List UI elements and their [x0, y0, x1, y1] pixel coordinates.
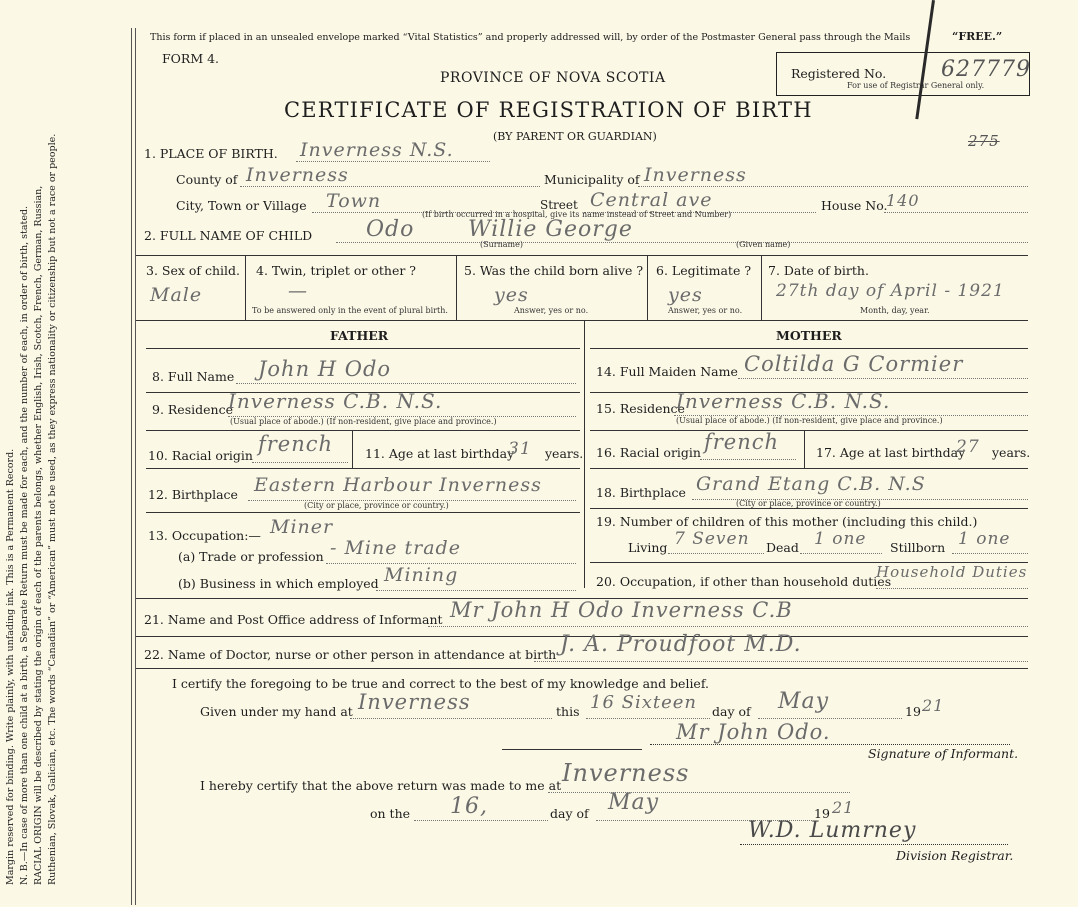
division-registrar-caption: Division Registrar.: [896, 848, 1014, 863]
father-age-value: 31: [508, 439, 532, 459]
day-of-label: day of: [712, 704, 751, 719]
day-of-label-2: day of: [550, 806, 589, 821]
father-occupation-label: 13. Occupation:—: [148, 528, 261, 543]
doctor-label: 22. Name of Doctor, nurse or other person in attendance at birth: [144, 647, 557, 662]
stillborn-value: 1 one: [958, 529, 1011, 549]
mother-residence-value: Inverness C.B. N.S.: [676, 389, 891, 413]
father-birthplace-value: Eastern Harbour Inverness: [254, 474, 542, 496]
given-under-label: Given under my hand at: [200, 704, 353, 719]
father-occupation-value: Miner: [270, 516, 334, 538]
father-trade-label: (a) Trade or profession: [178, 549, 324, 564]
father-age-years: years.: [545, 446, 584, 461]
binding-margin-rule-inner: [135, 28, 136, 905]
given-month-value: May: [778, 689, 830, 714]
binding-margin-rule: [131, 28, 132, 905]
mother-residence-note: (Usual place of abode.) (If non-resident, give place and province.): [676, 416, 943, 425]
signature-informant-caption: Signature of Informant.: [868, 746, 1019, 761]
municipality-value: Inverness: [644, 164, 747, 186]
province-heading: PROVINCE OF NOVA SCOTIA: [440, 70, 666, 86]
born-alive-label: 5. Was the child born alive ?: [464, 263, 644, 278]
mother-name-value: Coltilda G Cormier: [744, 352, 964, 376]
certificate-title: CERTIFICATE OF REGISTRATION OF BIRTH: [284, 98, 813, 122]
mother-name-label: 14. Full Maiden Name: [596, 364, 738, 379]
street-value: Central ave: [590, 189, 713, 211]
margin-line-1: Margin reserved for binding. Write plainly, with unfading ink. This is a Permanent Record.: [5, 448, 16, 885]
mother-age-years: years.: [992, 445, 1031, 460]
place-of-birth-value: Inverness N.S.: [300, 139, 454, 161]
father-birthplace-note: (City or place, province or country.): [304, 501, 449, 510]
date-of-birth-value: 27th day of April - 1921: [776, 281, 1005, 301]
margin-line-2: N. B.—In case of more than one child at a birth, a Separate Return must be made for each, and the number of each, in order of birth, stated.: [19, 205, 30, 885]
registered-label: Registered No.: [791, 66, 887, 81]
certify-text: I certify the foregoing to be true and correct to the best of my knowledge and belief.: [172, 676, 709, 691]
father-heading: FATHER: [330, 328, 389, 343]
mother-age-value: 27: [956, 437, 980, 457]
margin-instructions: [4, 5, 60, 885]
mother-age-label: 17. Age at last birthday: [816, 445, 966, 460]
year-prefix-2: 19: [814, 806, 830, 821]
house-no-value: 140: [886, 191, 920, 210]
given-year-value: 21: [922, 696, 945, 715]
mother-residence-label: 15. Residence: [596, 401, 685, 416]
mother-birthplace-label: 18. Birthplace: [596, 485, 686, 500]
given-at-value: Inverness: [358, 690, 471, 714]
municipality-label: Municipality of: [544, 172, 640, 187]
this-label: this: [556, 704, 580, 719]
city-town-label: City, Town or Village: [176, 198, 307, 213]
child-given-value: Willie George: [468, 217, 633, 242]
on-month-value: May: [608, 790, 660, 815]
margin-line-3: RACIAL ORIGIN will be described by stating the origin of each of the parents belongs, whether English, Irish, Scotch, French, German, Russian,: [33, 185, 44, 885]
child-surname-value: Odo: [366, 217, 415, 242]
hospital-note: (If birth occurred in a hospital, give its name instead of Street and Number): [422, 210, 732, 219]
date-of-birth-label: 7. Date of birth.: [768, 263, 869, 278]
child-name-label: 2. FULL NAME OF CHILD: [144, 228, 313, 243]
street-label: Street: [540, 198, 578, 212]
certificate-subtitle: (BY PARENT OR GUARDIAN): [493, 130, 657, 143]
mother-birthplace-note: (City or place, province or country.): [736, 499, 881, 508]
father-business-label: (b) Business in which employed: [178, 576, 379, 591]
father-business-value: Mining: [384, 564, 459, 586]
father-residence-note: (Usual place of abode.) (If non-resident, give place and province.): [230, 417, 497, 426]
father-residence-label: 9. Residence: [152, 402, 233, 417]
place-of-birth-label: 1. PLACE OF BIRTH.: [144, 146, 278, 161]
father-name-label: 8. Full Name: [152, 369, 235, 384]
registered-note: For use of Registrar General only.: [847, 81, 985, 90]
top-notice: This form if placed in an unsealed envelope marked “Vital Statistics” and properly addressed will, by order of the Postmaster General pass through the Mails: [150, 32, 911, 43]
mother-racial-value: french: [704, 430, 780, 454]
informant-value: Mr John H Odo Inverness C.B: [450, 598, 793, 622]
form-number: FORM 4.: [162, 51, 220, 66]
informant-label: 21. Name and Post Office address of Informant: [144, 612, 443, 627]
sex-value: Male: [150, 284, 203, 306]
on-the-label: on the: [370, 806, 411, 821]
city-town-value: Town: [326, 190, 382, 212]
on-year-value: 21: [832, 798, 855, 817]
registered-box: [776, 52, 1030, 96]
father-age-label: 11. Age at last birthday: [365, 446, 515, 461]
father-residence-value: Inverness C.B. N.S.: [228, 389, 443, 413]
doctor-value: J. A. Proudfoot M.D.: [560, 632, 802, 657]
dead-value: 1 one: [814, 529, 867, 549]
registered-number: 627779: [941, 57, 1031, 82]
twin-label: 4. Twin, triplet or other ?: [256, 263, 416, 278]
living-value: 7 Seven: [674, 529, 750, 549]
mother-occupation-value: Household Duties: [876, 563, 1028, 581]
mother-racial-label: 16. Racial origin: [596, 445, 701, 460]
house-no-label: House No.: [821, 198, 888, 213]
dead-label: Dead: [766, 540, 799, 555]
father-racial-label: 10. Racial origin: [148, 448, 253, 463]
given-day-value: 16 Sixteen: [590, 692, 697, 713]
father-birthplace-label: 12. Birthplace: [148, 487, 238, 502]
made-at-value: Inverness: [562, 759, 690, 787]
twin-note: To be answered only in the event of plural birth.: [252, 306, 448, 315]
legitimate-note: Answer, yes or no.: [668, 306, 743, 315]
informant-signature: Mr John Odo.: [676, 720, 831, 744]
mother-heading: MOTHER: [776, 328, 842, 343]
father-racial-value: french: [258, 432, 334, 456]
living-label: Living: [628, 540, 668, 555]
mother-birthplace-value: Grand Etang C.B. N.S: [696, 473, 926, 495]
born-alive-value: yes: [494, 284, 529, 306]
free-label: “FREE.”: [952, 30, 1003, 43]
county-label: County of: [176, 172, 238, 187]
date-caption: Month, day, year.: [860, 306, 930, 315]
given-name-caption: (Given name): [736, 240, 791, 249]
stillborn-label: Stillborn: [890, 540, 946, 555]
corner-mark: 275: [968, 132, 1000, 150]
father-trade-value: - Mine trade: [330, 537, 461, 559]
margin-line-4: Ruthenian, Slovak, Galician, etc. The words “Canadian” or “American” must not be used, as they express nationality or citizenship but not a race or people.: [47, 133, 58, 885]
legitimate-value: yes: [668, 284, 703, 306]
father-name-value: John H Odo: [258, 357, 392, 381]
children-label: 19. Number of children of this mother (including this child.): [596, 514, 978, 529]
registrar-signature: W.D. Lumrney: [748, 818, 917, 843]
born-alive-note: Answer, yes or no.: [514, 306, 589, 315]
on-day-value: 16,: [450, 794, 488, 819]
year-prefix: 19: [905, 704, 921, 719]
county-value: Inverness: [246, 164, 349, 186]
hereby-label: I hereby certify that the above return was made to me at: [200, 778, 562, 793]
legitimate-label: 6. Legitimate ?: [656, 263, 752, 278]
sex-label: 3. Sex of child.: [146, 263, 241, 278]
twin-value: —: [288, 280, 308, 302]
mother-occupation-label: 20. Occupation, if other than household duties: [596, 574, 892, 589]
surname-caption: (Surname): [480, 240, 523, 249]
